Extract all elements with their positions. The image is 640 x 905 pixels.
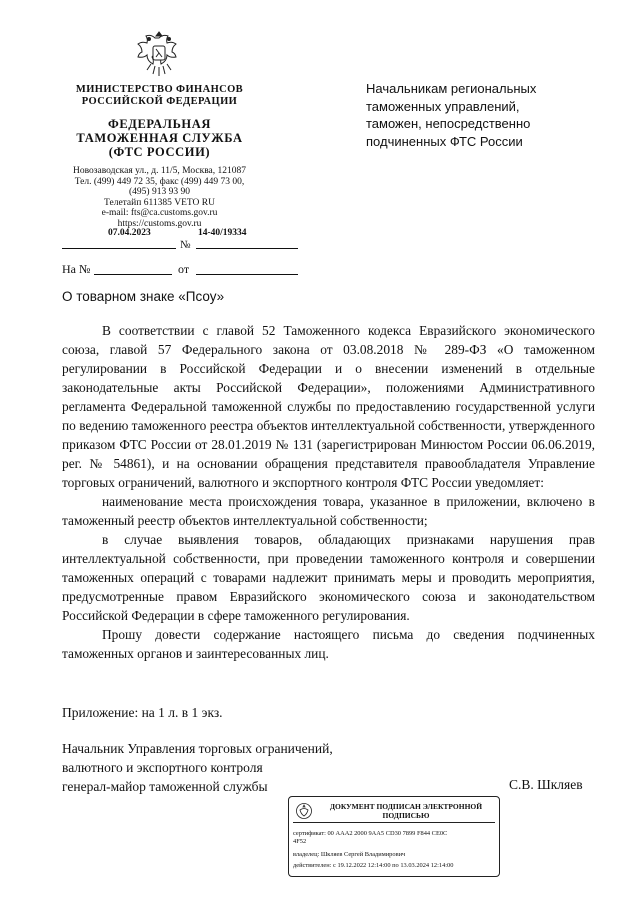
electronic-signature-stamp: [288, 796, 500, 877]
reference-number-label: На №: [62, 262, 91, 276]
stamp-owner: владелец: Шкляев Сергей Владимирович: [293, 851, 406, 858]
stamp-validity: действителен: с 19.12.2022 12:14:00 по 13.03.2024 12:14:00: [293, 862, 454, 869]
addressee-block: [366, 80, 576, 150]
stamp-title-line: ПОДПИСЬЮ: [382, 811, 430, 820]
contact-email: e-mail: fts@ca.customs.gov.ru: [101, 208, 218, 218]
addressee-line: Начальникам региональных: [366, 81, 537, 96]
number-sign: №: [180, 239, 191, 251]
body-paragraph: наименование места происхождения товара, указанное в приложении, включено в таможенный реестр объектов интеллектуальной собственности;: [62, 494, 595, 528]
ministry-name: [62, 84, 257, 108]
coat-of-arms-emblem: [133, 28, 185, 82]
signer-position-line: генерал-майор таможенной службы: [62, 779, 268, 794]
agency-line: ФЕДЕРАЛЬНАЯ: [107, 117, 212, 131]
contact-website: https://customs.gov.ru: [117, 218, 202, 229]
agency-name: [62, 117, 257, 159]
body-paragraph: в случае выявления товаров, обладающих признаками нарушения прав интеллектуальной собственности, при проведении таможенного контроля и совершении таможенных операций с товарами надлежит принимать меры и проводить мероприятия, предусмотренные правом Евразийского экономического союза и законодательством Российской Федерации в сфере таможенного регулирования.: [62, 532, 595, 623]
reference-date-underline: [196, 274, 298, 275]
addressee-line: таможенных управлений,: [366, 98, 520, 114]
body-paragraph: В соответствии с главой 52 Таможенного кодекса Евразийского экономического союза, главой 57 Федерального закона от 03.08.2018 № 289-ФЗ «О таможенном регулировании в Российской Федерации и о внесении изменений в отдельные законодательные акты Российской Федерации», положениями Административного регламента Федеральной таможенной службы по предоставлению государственной услуги по ведению таможенного реестра объектов интеллектуальной собственности, утвержденного приказом ФТС России от 28.01.2019 № 131 (зарегистрирован Минюстом России 06.06.2019, рег. № 54861), и на основании обращения представителя правообладателя Управление торговых ограничений, валютного и экспортного контроля ФТС России уведомляет:: [62, 323, 595, 490]
contact-line: Новозаводская ул., д. 11/5, Москва, 121087: [72, 166, 247, 176]
ministry-line: МИНИСТЕРСТВО ФИНАНСОВ: [75, 84, 244, 95]
signer-position: [62, 739, 333, 796]
signer-position-line: валютного и экспортного контроля: [62, 760, 263, 775]
stamp-title: [316, 802, 496, 820]
letter-subject: О товарном знаке «Псоу»: [62, 289, 225, 304]
reference-number-underline: [94, 274, 172, 275]
stamp-certificate: сертификат: 00 AAA2 2000 9AA5 CD30 7899 F844 CE0C: [293, 830, 448, 837]
ministry-line: РОССИЙСКОЙ ФЕДЕРАЦИИ: [81, 96, 238, 107]
contact-line: Телетайп 611385 VETO RU: [104, 197, 215, 208]
number-underline: [196, 248, 298, 249]
signature-seal-icon: [295, 802, 313, 820]
addressee-line: подчиненных ФТС России: [366, 133, 523, 149]
date-underline: [62, 248, 176, 249]
body-paragraph: Прошу довести содержание настоящего письма до сведения подчиненных таможенных органов и заинтересованных лиц.: [62, 627, 595, 661]
reference-date-label: от: [178, 262, 190, 276]
attachment-note: Приложение: на 1 л. в 1 экз.: [62, 705, 223, 720]
addressee-line: таможен, непосредственно: [366, 116, 531, 131]
contact-line: Тел. (499) 449 72 35, факс (499) 449 73 00,: [74, 176, 245, 187]
agency-line: ТАМОЖЕННАЯ СЛУЖБА: [76, 131, 243, 145]
registration-date: 07.04.2023: [108, 228, 151, 238]
stamp-title-line: ДОКУМЕНТ ПОДПИСАН ЭЛЕКТРОННОЙ: [329, 802, 483, 811]
agency-line: (ФТС РОССИИ): [108, 145, 211, 159]
stamp-certificate-tail: 4F52: [293, 838, 307, 845]
registration-number: 14-40/19334: [198, 228, 247, 238]
stamp-divider: [293, 822, 495, 823]
signer-position-line: Начальник Управления торговых ограничений,: [62, 741, 333, 756]
signer-name: С.В. Шкляев: [509, 777, 583, 792]
contact-block: [62, 166, 257, 229]
contact-line: (495) 913 93 90: [129, 187, 190, 197]
letter-body: [62, 321, 595, 663]
